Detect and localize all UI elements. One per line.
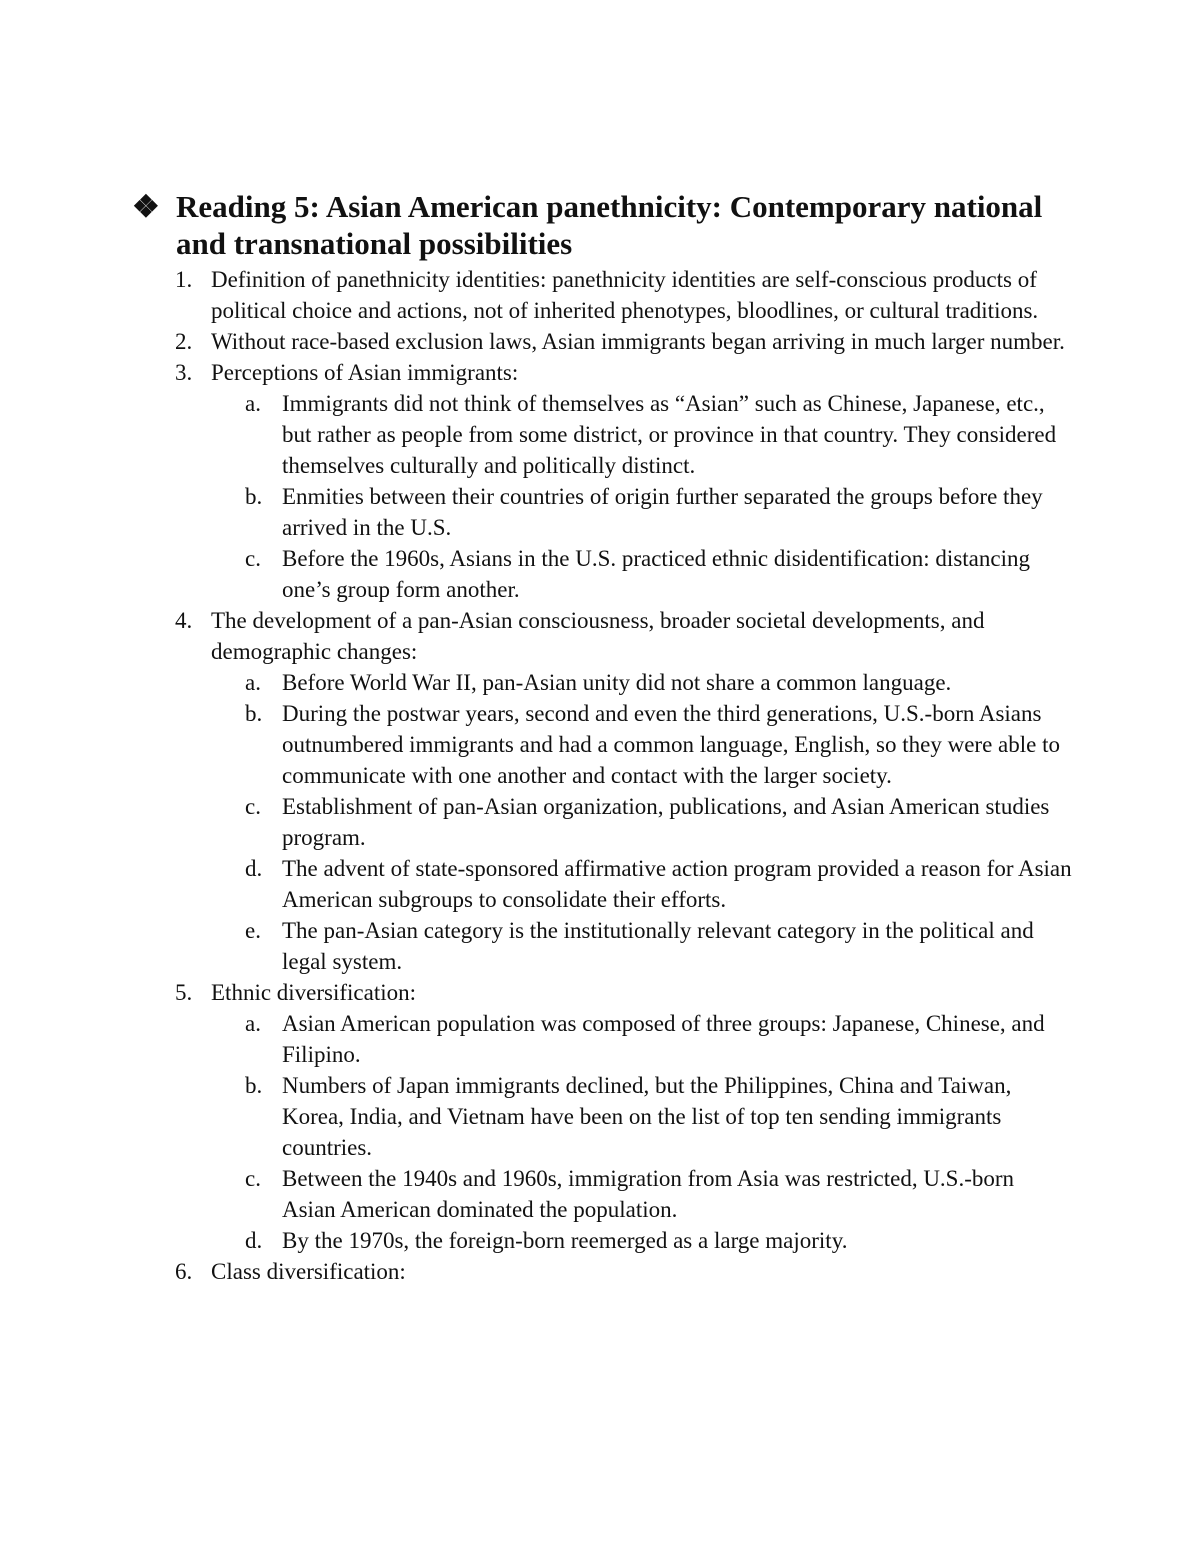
list-item xyxy=(132,326,1072,357)
list-item-text: Perceptions of Asian immigrants: xyxy=(211,360,519,385)
sub-list-item xyxy=(132,481,1072,543)
sub-list-item xyxy=(132,853,1072,915)
sub-list-item-text: Before World War II, pan-Asian unity did not share a common language. xyxy=(282,670,952,695)
sub-list-item xyxy=(132,915,1072,977)
sub-list-item-letter: c. xyxy=(245,546,261,571)
list-item-number: 5. xyxy=(175,980,193,1005)
sub-list-item xyxy=(132,388,1072,481)
sub-list-item-letter: d. xyxy=(245,1228,263,1253)
sub-list-item xyxy=(132,543,1072,605)
diamond-bullet-icon: ❖ xyxy=(132,189,160,224)
sub-list-item-text: The pan-Asian category is the institutionally relevant category in the political and legal system. xyxy=(282,918,1034,974)
list-item-text: Without race-based exclusion laws, Asian immigrants began arriving in much larger number. xyxy=(211,329,1065,354)
sub-list-item-letter: c. xyxy=(245,1166,261,1191)
sub-list-item-letter: b. xyxy=(245,484,263,509)
list-item-number: 3. xyxy=(175,360,193,385)
sub-list-item xyxy=(132,1070,1072,1163)
list-item-number: 1. xyxy=(175,267,193,292)
list-item-number: 2. xyxy=(175,329,193,354)
list-item-text: The development of a pan-Asian consciousness, broader societal developments, and demographic changes: xyxy=(211,608,985,664)
list-item-text: Definition of panethnicity identities: panethnicity identities are self-conscious products of political choice and actions, not of inherited phenotypes, bloodlines, or cultural traditions. xyxy=(211,267,1039,323)
sub-list-item-letter: b. xyxy=(245,701,263,726)
sub-list-item-text: Before the 1960s, Asians in the U.S. practiced ethnic disidentification: distancing one’s group form another. xyxy=(282,546,1030,602)
list-item-number: 4. xyxy=(175,608,193,633)
sub-list-item-letter: e. xyxy=(245,918,261,943)
sub-list-item-letter: a. xyxy=(245,391,261,416)
outline-list xyxy=(132,264,1072,1287)
sub-list-item-text: During the postwar years, second and even the third generations, U.S.-born Asians outnumbered immigrants and had a common language, English, so they were able to communicate with one another and contact with the larger society. xyxy=(282,701,1060,788)
sub-list-item-letter: c. xyxy=(245,794,261,819)
sub-list-item-text: Asian American population was composed of three groups: Japanese, Chinese, and Filipino. xyxy=(282,1011,1045,1067)
sub-list-item-letter: b. xyxy=(245,1073,263,1098)
sub-list-item-text: Enmities between their countries of origin further separated the groups before they arrived in the U.S. xyxy=(282,484,1043,540)
sub-list-item-letter: a. xyxy=(245,670,261,695)
heading-text: Reading 5: Asian American panethnicity: Contemporary national and transnational possibilities xyxy=(176,189,1043,261)
list-item xyxy=(132,605,1072,667)
sub-list-item xyxy=(132,698,1072,791)
sub-list-item-text: By the 1970s, the foreign-born reemerged as a large majority. xyxy=(282,1228,848,1253)
sub-list-item xyxy=(132,1163,1072,1225)
sub-list-item-text: Establishment of pan-Asian organization, publications, and Asian American studies program. xyxy=(282,794,1050,850)
sub-list-item xyxy=(132,1225,1072,1256)
sub-list-item-text: The advent of state-sponsored affirmative action program provided a reason for Asian American subgroups to consolidate their efforts. xyxy=(282,856,1072,912)
sub-list-item-letter: d. xyxy=(245,856,263,881)
section-heading xyxy=(132,188,1072,262)
list-item-text: Class diversification: xyxy=(211,1259,406,1284)
list-item xyxy=(132,264,1072,326)
sub-list-item-text: Immigrants did not think of themselves as “Asian” such as Chinese, Japanese, etc., but rather as people from some district, or province in that country. They considered themselves culturally and politically distinct. xyxy=(282,391,1057,478)
sub-list-item-text: Numbers of Japan immigrants declined, but the Philippines, China and Taiwan, Korea, India, and Vietnam have been on the list of top ten sending immigrants countries. xyxy=(282,1073,1012,1160)
sub-list-item-text: Between the 1940s and 1960s, immigration from Asia was restricted, U.S.-born Asian American dominated the population. xyxy=(282,1166,1015,1222)
list-item-number: 6. xyxy=(175,1259,193,1284)
sub-list-item xyxy=(132,791,1072,853)
list-item-text: Ethnic diversification: xyxy=(211,980,417,1005)
sub-list-item xyxy=(132,667,1072,698)
list-item xyxy=(132,357,1072,388)
sub-list-item-letter: a. xyxy=(245,1011,261,1036)
list-item xyxy=(132,1256,1072,1287)
list-item xyxy=(132,977,1072,1008)
sub-list-item xyxy=(132,1008,1072,1070)
